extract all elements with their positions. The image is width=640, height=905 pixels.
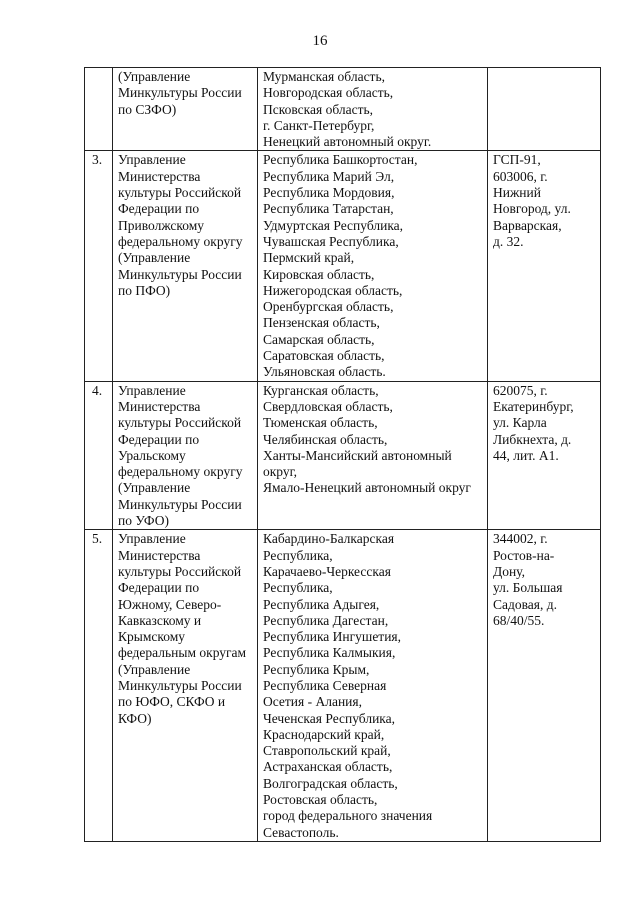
organization-line: (Управление — [118, 480, 191, 496]
organization-line: Управление — [118, 152, 186, 168]
address-cell — [488, 530, 601, 842]
region-line: Удмуртская Республика, — [263, 217, 404, 233]
organization-line: культуры Российской — [118, 563, 242, 579]
organization-line: КФО) — [118, 710, 152, 726]
region-line: Республика Татарстан, — [263, 201, 394, 217]
address-line: ул. Карла — [493, 415, 547, 431]
address-line: Екатеринбург, — [493, 398, 574, 414]
address-line: Дону, — [493, 563, 525, 579]
regions-cell — [258, 151, 488, 381]
organization-line: федеральным округам — [118, 645, 247, 661]
address-line: 44, лит. А1. — [493, 447, 559, 463]
region-line: Ханты-Мансийский автономный — [263, 447, 452, 463]
organization-line: (Управление — [118, 661, 191, 677]
organization-line: Управление — [118, 382, 186, 398]
region-line: Пензенская область, — [263, 315, 380, 331]
table-row — [85, 68, 601, 151]
organization-line: федеральному округу — [118, 233, 243, 249]
region-line: Новгородская область, — [263, 85, 394, 101]
region-line: Ставропольский край, — [263, 743, 391, 759]
region-line: Кировская область, — [263, 266, 375, 282]
address-line: Ростов-на- — [493, 547, 555, 563]
address-line: ул. Большая — [493, 580, 563, 596]
organization-line: Приволжскому — [118, 217, 205, 233]
organization-line: Федерации по — [118, 201, 200, 217]
region-line: Астраханская область, — [263, 759, 393, 775]
organization-line: Южному, Северо- — [118, 596, 222, 612]
address-line: Варварская, — [493, 217, 562, 233]
table-row — [85, 381, 601, 530]
region-line: Чеченская Республика, — [263, 710, 396, 726]
organization-line: (Управление — [118, 69, 191, 84]
address-line: Либкнехта, д. — [493, 431, 572, 447]
address-line: Новгород, ул. — [493, 201, 571, 217]
region-line: Ямало-Ненецкий автономный округ — [263, 480, 471, 496]
region-line: Республика Северная — [263, 677, 387, 693]
organization-line: Управление — [118, 531, 186, 547]
organization-cell — [113, 151, 258, 381]
region-line: Тюменская область, — [263, 415, 378, 431]
region-line: Республика Калмыкия, — [263, 645, 396, 661]
region-line: Краснодарский край, — [263, 726, 385, 742]
organization-line: (Управление — [118, 250, 191, 266]
region-line: Нижегородская область, — [263, 282, 403, 298]
region-line: Республика Адыгея, — [263, 596, 380, 612]
region-line: Свердловская область, — [263, 398, 393, 414]
organization-line: Минкультуры России — [118, 266, 242, 282]
organization-line: по СЗФО) — [118, 101, 177, 117]
organization-line: по ПФО) — [118, 282, 171, 298]
region-line: Ненецкий автономный округ. — [263, 134, 432, 150]
region-line: Псковская область, — [263, 101, 374, 117]
address-line: 68/40/55. — [493, 612, 545, 628]
organization-line: Федерации по — [118, 431, 200, 447]
regions-cell — [258, 381, 488, 530]
region-line: Республика Марий Эл, — [263, 168, 395, 184]
organization-line: Минкультуры России — [118, 677, 242, 693]
address-line: 620075, г. — [493, 382, 548, 398]
row-number-cell: 5. — [85, 530, 113, 842]
region-line: Кабардино-Балкарская — [263, 531, 395, 547]
organization-line: Министерства — [118, 547, 201, 563]
region-line: Самарская область, — [263, 331, 375, 347]
region-line: Республика, — [263, 547, 333, 563]
table-row — [85, 530, 601, 842]
region-line: г. Санкт-Петербург, — [263, 117, 375, 133]
region-line: Республика Дагестан, — [263, 612, 389, 628]
row-number-cell: 4. — [85, 381, 113, 530]
organization-cell — [113, 68, 258, 151]
region-line: Чувашская Республика, — [263, 233, 399, 249]
organization-line: Министерства — [118, 168, 201, 184]
page-number: 16 — [312, 33, 328, 49]
address-line: д. 32. — [493, 233, 524, 249]
table-body — [85, 68, 601, 842]
region-line: Республика Башкортостан, — [263, 152, 418, 168]
region-line: Волгоградская область, — [263, 775, 398, 791]
organization-line: Кавказскому и — [118, 612, 202, 628]
region-line: Пермский край, — [263, 250, 355, 266]
region-line: Ульяновская область. — [263, 364, 386, 380]
organization-line: Федерации по — [118, 580, 200, 596]
address-cell — [488, 381, 601, 530]
region-line: Мурманская область, — [263, 69, 385, 84]
address-line: Нижний — [493, 185, 541, 201]
row-number-cell: 3. — [85, 151, 113, 381]
organization-line: Министерства — [118, 398, 201, 414]
organization-cell — [113, 530, 258, 842]
region-line: Республика Ингушетия, — [263, 629, 402, 645]
region-line: Осетия - Алания, — [263, 694, 362, 710]
regions-table — [84, 67, 601, 842]
organization-line: Минкультуры России — [118, 85, 242, 101]
regions-cell — [258, 68, 488, 151]
regions-cell — [258, 530, 488, 842]
region-line: Курганская область, — [263, 382, 379, 398]
region-line: Саратовская область, — [263, 348, 385, 364]
address-line: 344002, г. — [493, 531, 548, 547]
organization-line: по УФО) — [118, 513, 169, 529]
address-line: Садовая, д. — [493, 596, 558, 612]
address-line: ГСП-91, — [493, 152, 541, 168]
region-line: Оренбургская область, — [263, 299, 394, 315]
table-row — [85, 151, 601, 381]
organization-cell — [113, 381, 258, 530]
region-line: Ростовская область, — [263, 792, 378, 808]
organization-line: Минкультуры России — [118, 496, 242, 512]
region-line: округ, — [263, 464, 298, 480]
address-cell — [488, 151, 601, 381]
region-line: Карачаево-Черкесская — [263, 563, 391, 579]
region-line: Республика Мордовия, — [263, 185, 395, 201]
region-line: Челябинская область, — [263, 431, 388, 447]
region-line: Севастополь. — [263, 824, 339, 840]
organization-line: культуры Российской — [118, 415, 242, 431]
organization-line: культуры Российской — [118, 185, 242, 201]
region-line: Республика, — [263, 580, 333, 596]
organization-line: федеральному округу — [118, 464, 243, 480]
row-number-cell — [85, 68, 113, 151]
region-line: город федерального значения — [263, 808, 433, 824]
address-line: 603006, г. — [493, 168, 548, 184]
region-line: Республика Крым, — [263, 661, 370, 677]
organization-line: Крымскому — [118, 629, 186, 645]
address-cell — [488, 68, 601, 151]
organization-line: по ЮФО, СКФО и — [118, 694, 226, 710]
organization-line: Уральскому — [118, 447, 186, 463]
